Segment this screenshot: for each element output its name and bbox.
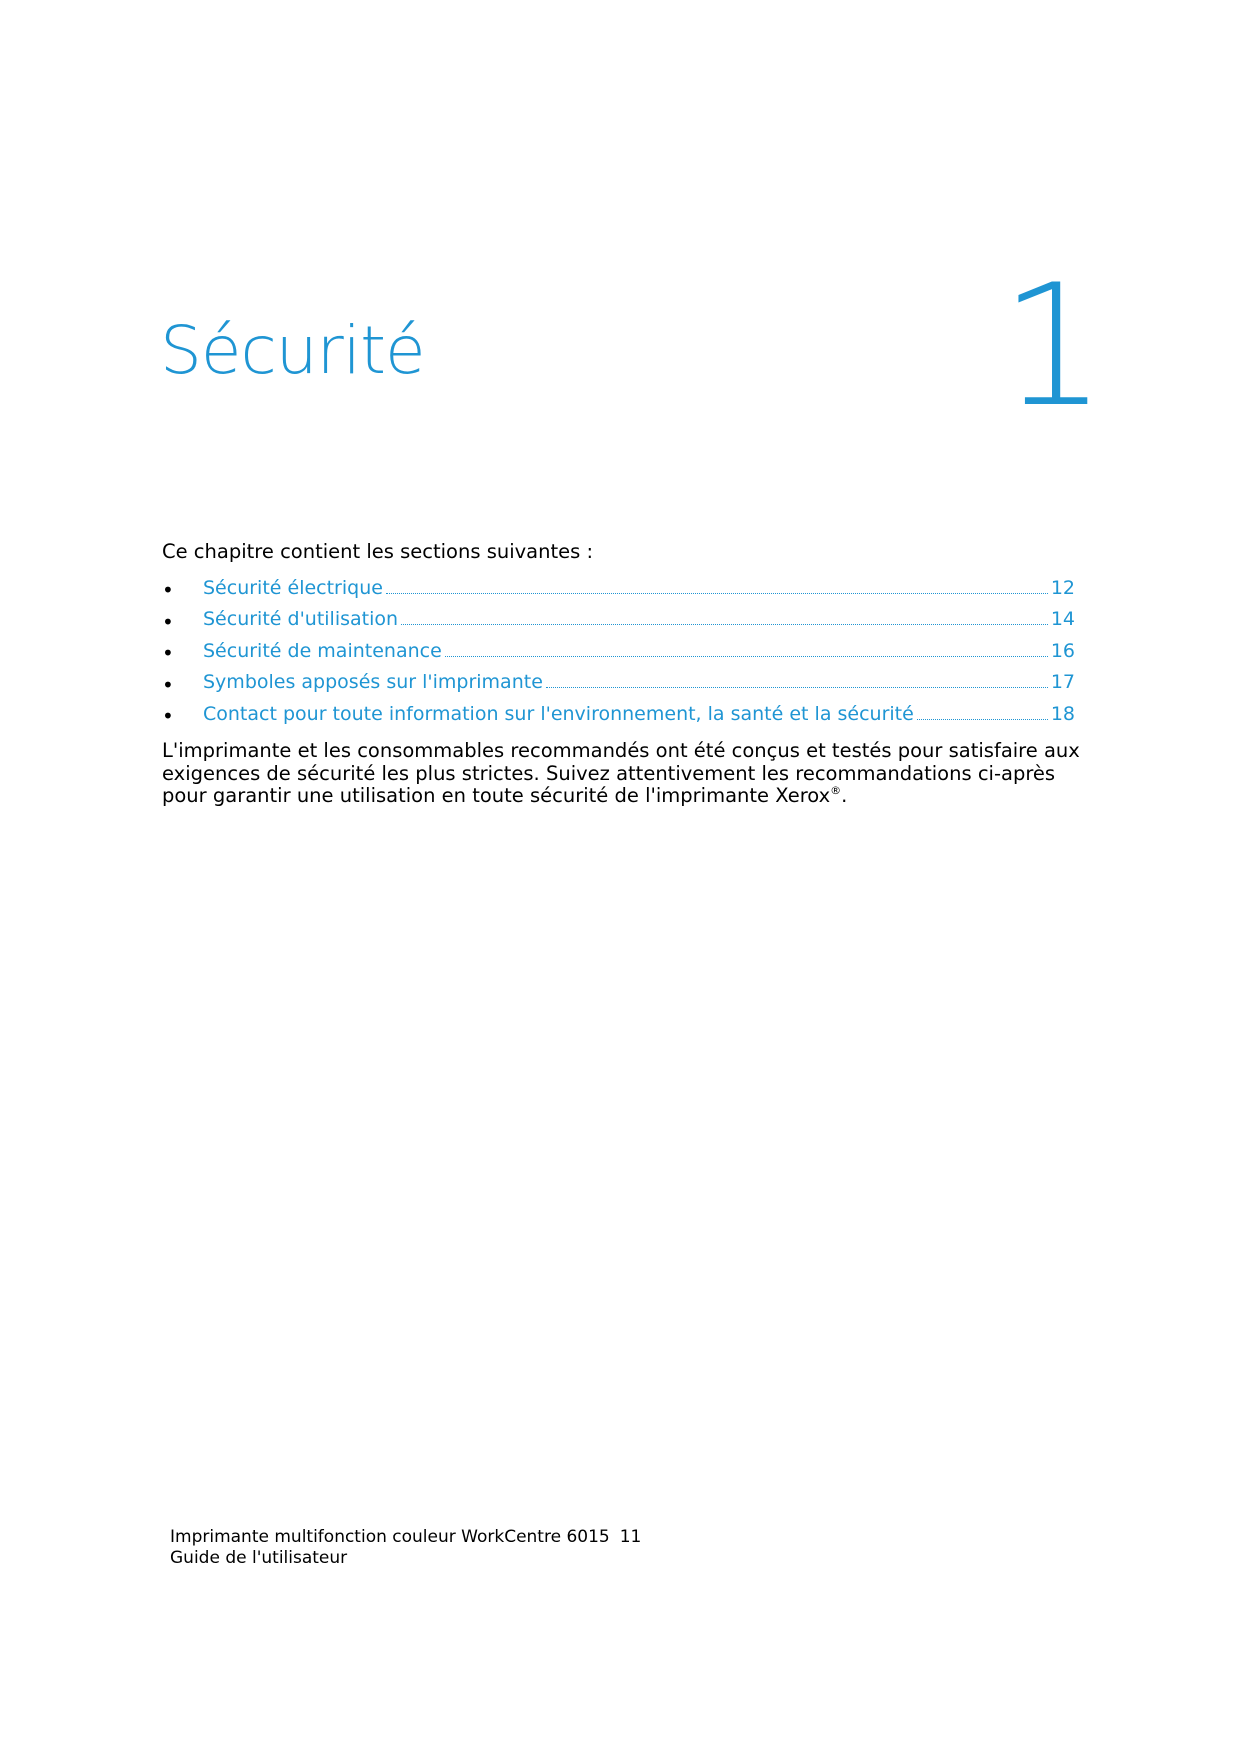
- toc-item-securite-utilisation[interactable]: [162, 604, 1075, 636]
- toc-link[interactable]: [203, 577, 1075, 599]
- toc-page-number[interactable]: 18: [1050, 702, 1075, 725]
- toc-intro: Ce chapitre contient les sections suivantes :: [162, 540, 594, 563]
- page-footer: [170, 1527, 641, 1569]
- toc-link[interactable]: [203, 640, 1075, 662]
- dot-leader: [917, 719, 1048, 720]
- bullet-icon: •: [162, 672, 174, 697]
- toc-label[interactable]: Symboles apposés sur l'imprimante: [203, 671, 543, 694]
- toc-label[interactable]: Sécurité électrique: [203, 576, 383, 599]
- body-paragraph: [162, 740, 1082, 808]
- toc-label[interactable]: Sécurité de maintenance: [203, 639, 442, 662]
- dot-leader: [445, 656, 1048, 657]
- registered-trademark: ®: [830, 784, 842, 797]
- dot-leader: [386, 593, 1048, 594]
- toc-page-number[interactable]: 12: [1050, 576, 1075, 599]
- toc-page-number[interactable]: 16: [1050, 639, 1075, 662]
- toc-item-securite-electrique[interactable]: [162, 572, 1075, 604]
- dot-leader: [546, 687, 1048, 688]
- toc-item-securite-maintenance[interactable]: [162, 635, 1075, 667]
- toc-item-symboles[interactable]: [162, 667, 1075, 699]
- chapter-title: Sécurité: [160, 312, 425, 389]
- toc-item-contact[interactable]: [162, 698, 1075, 730]
- table-of-contents: [162, 572, 1075, 730]
- dot-leader: [401, 624, 1048, 625]
- toc-link[interactable]: [203, 671, 1075, 693]
- toc-link[interactable]: [203, 608, 1075, 630]
- chapter-number: 1: [1000, 248, 1107, 444]
- bullet-icon: •: [162, 609, 174, 634]
- toc-label[interactable]: Sécurité d'utilisation: [203, 608, 399, 631]
- footer-product-line: [170, 1527, 641, 1548]
- toc-label[interactable]: Contact pour toute information sur l'environnement, la santé et la sécurité: [203, 702, 914, 725]
- bullet-icon: •: [162, 641, 174, 665]
- bullet-icon: •: [162, 704, 174, 728]
- body-text-end: .: [841, 784, 848, 807]
- toc-link[interactable]: [203, 703, 1075, 725]
- footer-product: Imprimante multifonction couleur WorkCentre 6015: [170, 1527, 610, 1547]
- footer-page-number: 11: [619, 1527, 642, 1547]
- body-text: L'imprimante et les consommables recommandés ont été conçus et testés pour satisfaire aux exigences de sécurité les plus strictes. Suivez attentivement les recommandations ci-après pour garantir une utilisation en toute sécurité de l'imprimante Xerox: [162, 739, 1080, 807]
- footer-guide: Guide de l'utilisateur: [170, 1548, 348, 1568]
- toc-page-number[interactable]: 17: [1050, 671, 1075, 694]
- toc-page-number[interactable]: 14: [1050, 608, 1075, 631]
- bullet-icon: •: [162, 578, 174, 602]
